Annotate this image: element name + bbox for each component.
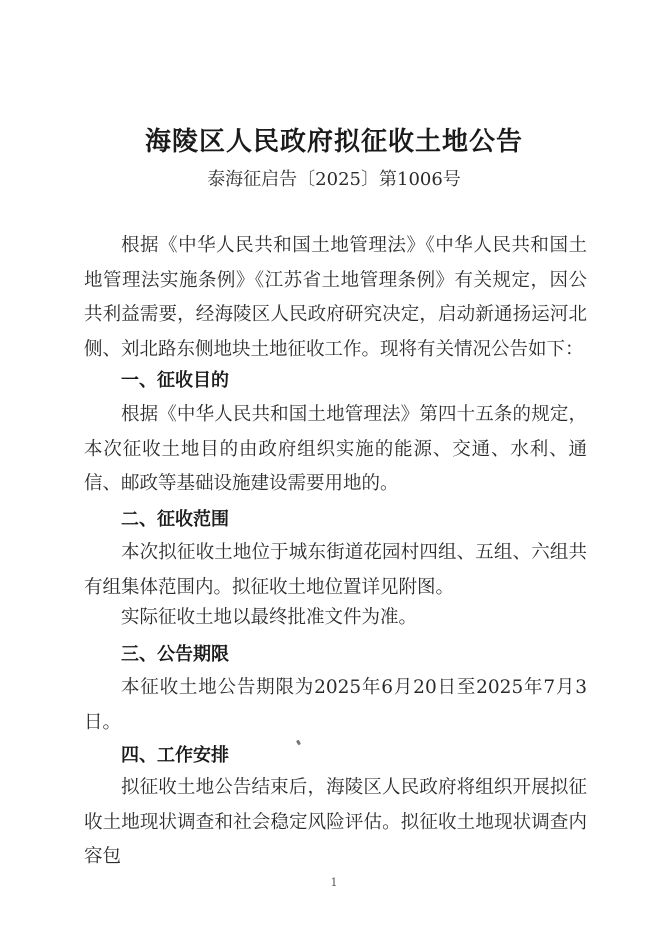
section-heading-scope: 二、征收范围 <box>121 509 229 530</box>
section-paragraph-period: 本征收土地公告期限为2025年6月20日至2025年7月3日。 <box>84 677 587 733</box>
page-number: 1 <box>330 876 338 889</box>
section-heading-arrangement: 四、工作安排 <box>121 745 229 766</box>
announcement-title: 海陵区人民政府拟征收土地公告 <box>144 127 523 157</box>
section-heading-purpose: 一、征收目的 <box>121 370 229 391</box>
section-paragraph-arrangement: 拟征收土地公告结束后，海陵区人民政府将组织开展拟征收土地现状调查和社会稳定风险评估。拟征收土地现状调查内容包 <box>84 777 587 867</box>
section-paragraph-scope: 本次拟征收土地位于城东街道花园村四组、五组、六组共有组集体范围内。拟征收土地位置详见附图。 <box>84 542 587 598</box>
section-paragraph-scope-note: 实际征收土地以最终批准文件为准。 <box>121 607 418 628</box>
intro-paragraph: 根据《中华人民共和国土地管理法》《中华人民共和国土地管理法实施条例》《江苏省土地管理条例》有关规定，因公共利益需要，经海陵区人民政府研究决定，启动新通扬运河北侧、刘北路东侧地块土地征收工作。现将有关情况公告如下： <box>84 235 587 360</box>
section-heading-period: 三、公告期限 <box>121 644 229 665</box>
section-paragraph-purpose: 根据《中华人民共和国土地管理法》第四十五条的规定，本次征收土地目的由政府组织实施的能源、交通、水利、通信、邮政等基础设施建设需要用地的。 <box>84 404 587 494</box>
document-number: 泰海征启告〔2025〕第1006号 <box>207 169 461 190</box>
scan-speck <box>296 740 301 746</box>
